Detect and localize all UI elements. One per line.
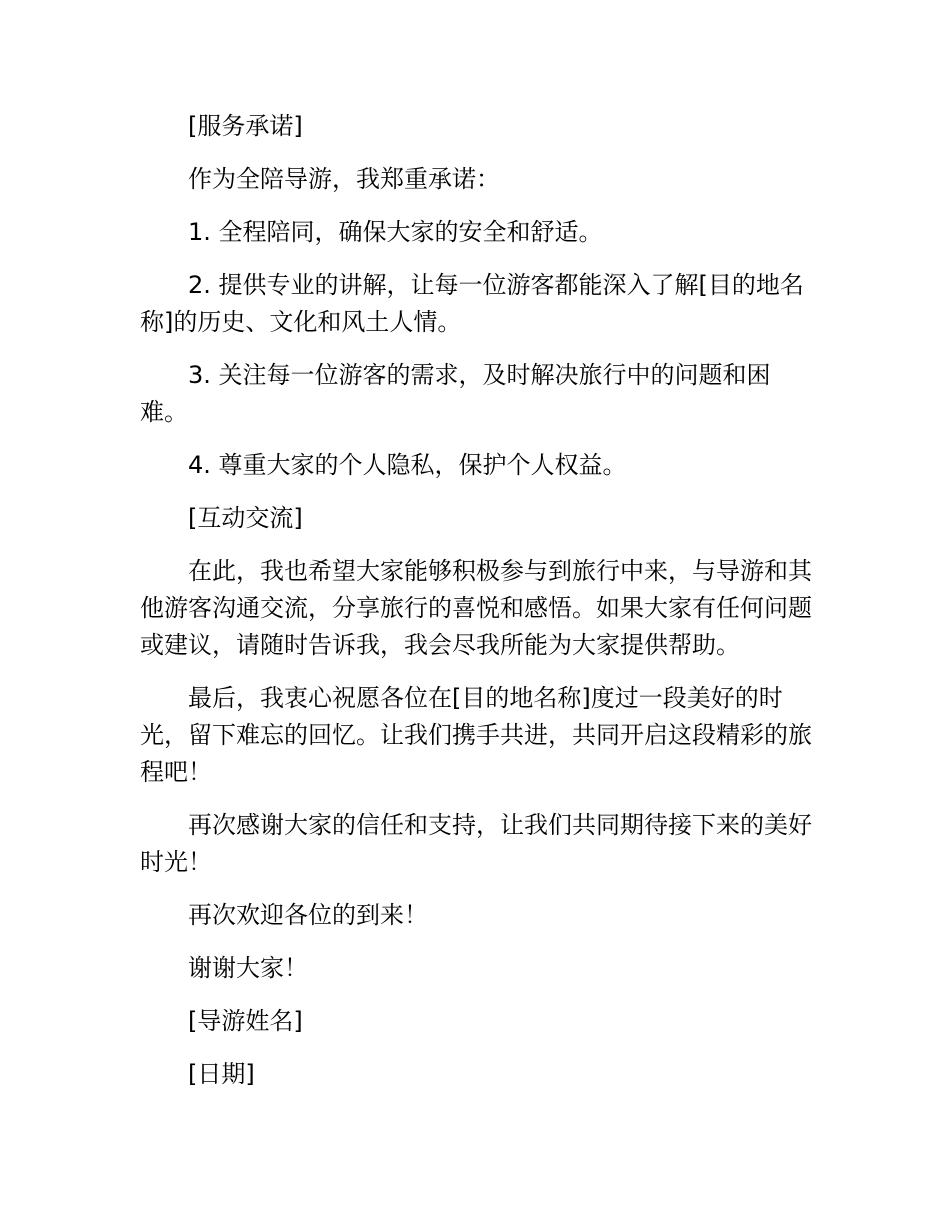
promise-intro: 作为全陪导游，我郑重承诺： bbox=[188, 165, 500, 193]
section-heading-interaction: [互动交流] bbox=[188, 504, 303, 532]
guide-name-placeholder: [导游姓名] bbox=[188, 1007, 303, 1035]
closing-wishes-paragraph: 最后，我衷心祝愿各位在[目的地名称]度过一段美好的时光，留下难忘的回忆。让我们携手共进，共同开启这段精彩的旅程吧！ bbox=[140, 684, 812, 786]
document-page bbox=[140, 108, 812, 1109]
promise-item-4: 4. 尊重大家的个人隐私，保护个人权益。 bbox=[188, 451, 627, 479]
promise-item-1: 1. 全程陪同，确保大家的安全和舒适。 bbox=[188, 218, 603, 246]
welcome-line: 再次欢迎各位的到来！ bbox=[188, 901, 428, 929]
thanks-paragraph: 再次感谢大家的信任和支持，让我们共同期待接下来的美好时光！ bbox=[140, 811, 812, 876]
interaction-paragraph: 在此，我也希望大家能够积极参与到旅行中来，与导游和其他游客沟通交流，分享旅行的喜悦和感悟。如果大家有任何问题或建议，请随时告诉我，我会尽我所能为大家提供帮助。 bbox=[140, 557, 812, 659]
promise-item-3: 3. 关注每一位游客的需求，及时解决旅行中的问题和困难。 bbox=[140, 361, 771, 426]
promise-item-2: 2. 提供专业的讲解，让每一位游客都能深入了解[目的地名称]的历史、文化和风土人情。 bbox=[140, 271, 804, 336]
thank-you-line: 谢谢大家！ bbox=[188, 954, 308, 982]
section-heading-service-promise: [服务承诺] bbox=[188, 112, 303, 140]
date-placeholder: [日期] bbox=[188, 1060, 255, 1088]
